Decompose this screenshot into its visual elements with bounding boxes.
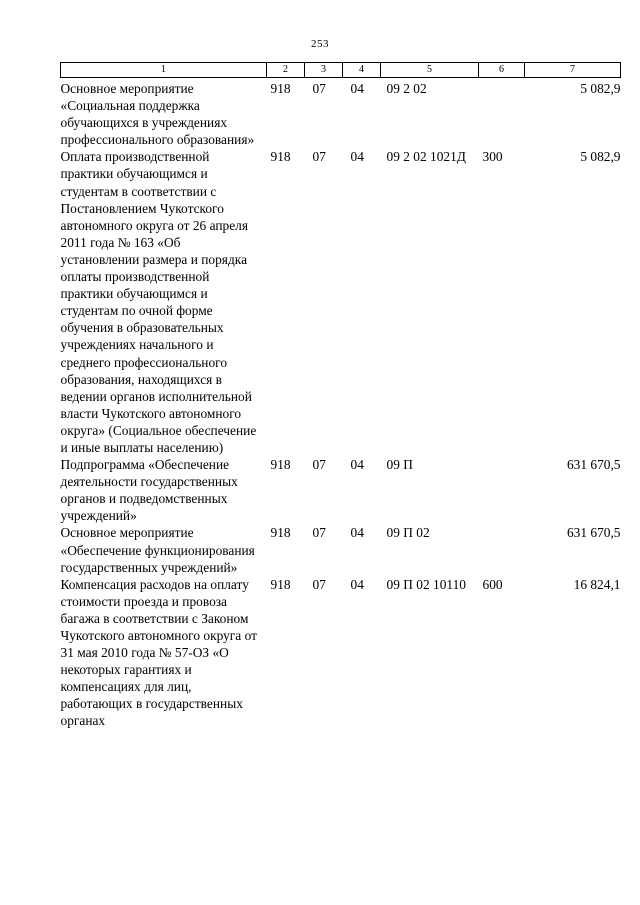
row-amount: 5 082,9 (580, 81, 621, 96)
row-ministry-code: 918 (270, 81, 291, 96)
table-header (61, 63, 621, 78)
row-section-code: 07 (312, 525, 326, 541)
row-target-code: 09 П 02 10110 (386, 576, 466, 592)
row-section-code: 07 (312, 149, 326, 165)
row-ministry-code: 918 (270, 525, 291, 541)
row-amount: 5 082,9 (580, 149, 621, 165)
row-expense-code (479, 524, 525, 575)
column-header-1: 1 (61, 63, 267, 78)
row-subsection-code: 04 (350, 149, 364, 165)
row-section-code: 07 (312, 81, 326, 96)
row-subsection-code: 04 (350, 576, 364, 592)
row-expense-code: 300 (482, 149, 503, 165)
column-header-7: 7 (525, 63, 621, 78)
header-row (61, 63, 621, 78)
row-ministry-code: 918 (270, 149, 291, 165)
column-header-2: 2 (267, 63, 305, 78)
row-amount: 16 824,1 (573, 576, 621, 592)
row-expense-code (479, 456, 525, 524)
row-name: Оплата производственной практики обучающимся и студентам в соответствии с Постановлением Чукотского автономного округа от 26 апреля 2011 года № 163 «Об установлении размера и порядка оплаты производственной практики обучающимся и студентам по очной форме обучения в образовательных учреждениях начального и среднего профессионального образования, находящихся в ведении органов исполнительной власти Чукотского автономного округа» (Социальное обеспечение и иные выплаты населению) (60, 149, 257, 455)
table-row (61, 148, 621, 456)
row-subsection-code: 04 (350, 525, 364, 541)
row-section-code: 07 (312, 457, 326, 473)
budget-table (60, 62, 621, 730)
row-name: Основное мероприятие «Обеспечение функционирования государственных учреждений» (60, 525, 255, 575)
row-subsection-code: 04 (350, 457, 364, 473)
column-header-5: 5 (381, 63, 479, 78)
row-amount: 631 670,5 (566, 457, 621, 473)
row-target-code: 09 П (386, 457, 413, 473)
column-header-6: 6 (479, 63, 525, 78)
row-subsection-code: 04 (350, 81, 364, 96)
row-name: Основное мероприятие «Социальная поддержка обучающихся в учреждениях профессионального образования» (60, 81, 255, 148)
row-section-code: 07 (312, 576, 326, 592)
row-expense-code (479, 78, 525, 149)
row-name: Компенсация расходов на оплату стоимости проезда и провоза багажа в соответствии с Законом Чукотского автономного округа от 31 мая 2010 года № 57-ОЗ «О некоторых гарантиях и компенсациях для лиц, работающих в государственных органах (60, 576, 257, 729)
row-target-code: 09 2 02 (386, 81, 427, 96)
row-expense-code: 600 (482, 576, 503, 592)
table-row (61, 78, 621, 149)
row-amount: 631 670,5 (566, 525, 621, 541)
row-ministry-code: 918 (270, 457, 291, 473)
table-row (61, 456, 621, 524)
row-ministry-code: 918 (270, 576, 291, 592)
table-row (61, 576, 621, 730)
column-header-4: 4 (343, 63, 381, 78)
table-body (61, 78, 621, 730)
row-target-code: 09 2 02 1021Д (386, 149, 466, 165)
row-name: Подпрограмма «Обеспечение деятельности государственных органов и подведомственных учреждений» (60, 457, 238, 524)
page-number: 253 (311, 38, 329, 50)
row-target-code: 09 П 02 (386, 525, 430, 541)
column-header-3: 3 (305, 63, 343, 78)
table-row (61, 524, 621, 575)
